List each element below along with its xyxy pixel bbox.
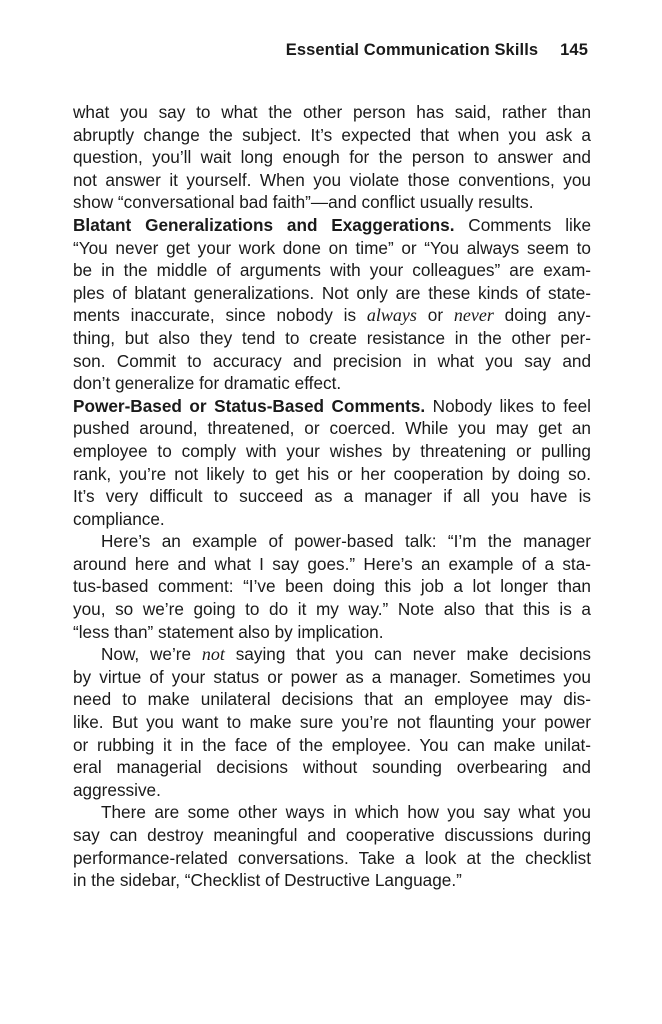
text-line: aggressive. xyxy=(73,779,161,800)
emphasis: always xyxy=(366,305,417,326)
text-line: pushed around, threatened, or coerced. While you may get an xyxy=(73,418,591,439)
paragraph-power-based-comments xyxy=(73,395,591,531)
text-line: be in the middle of arguments with your colleagues” are exam- xyxy=(73,260,591,281)
text-line: There are some other ways in which how you say what you xyxy=(101,802,591,823)
running-head xyxy=(286,41,588,60)
text-line: or rubbing it in the face of the employee. You can make unilat- xyxy=(73,734,591,755)
text-line: what you say to what the other person has said, rather than xyxy=(73,102,591,122)
text-line: you, so we’re going to do it my way.” Note also that this is a xyxy=(73,599,591,620)
emphasis: not xyxy=(201,644,225,665)
text-line: compliance. xyxy=(73,508,165,529)
paragraph-conversational-conventions xyxy=(73,101,591,214)
paragraph-power-example xyxy=(73,530,591,643)
paragraph-blatant-generalizations xyxy=(73,214,591,395)
text-line: not answer it yourself. When you violate those conventions, you xyxy=(73,169,591,190)
text-line: abruptly change the subject. It’s expected that when you ask a xyxy=(73,124,591,145)
paragraph-destructive-language xyxy=(73,801,591,891)
text-line: employee to comply with your wishes by threatening or pulling xyxy=(73,440,591,461)
text-line: Here’s an example of power-based talk: “I’m the manager xyxy=(101,531,591,552)
text-line: rank, you’re not likely to get his or her cooperation by doing so. xyxy=(73,463,591,484)
text-line xyxy=(73,395,591,418)
page-number: 145 xyxy=(560,41,588,59)
text-line: thing, but also they tend to create resistance in the other per- xyxy=(73,327,591,348)
section-heading: Blatant Generalizations and Exaggerations. xyxy=(73,214,455,235)
text-line: show “conversational bad faith”—and conflict usually results. xyxy=(73,192,534,213)
text-line: around here and what I say goes.” Here’s an example of a sta- xyxy=(73,553,591,574)
text-line: by virtue of your status or power as a manager. Sometimes you xyxy=(73,666,591,687)
text-line: say can destroy meaningful and cooperative discussions during xyxy=(73,825,591,845)
section-heading: Power-Based or Status-Based Comments. xyxy=(73,395,426,416)
text-line: “less than” statement also by implication. xyxy=(73,621,384,642)
text-run: or xyxy=(416,305,454,326)
text-line: question, you’ll wait long enough for the person to answer and xyxy=(73,147,591,168)
text-run: Comments like xyxy=(454,214,592,235)
text-run: ments inaccurate, since nobody is xyxy=(73,305,367,326)
text-line: “You never get your work done on time” or “You always seem to xyxy=(73,237,591,258)
text-line: eral managerial decisions without sounding overbearing and xyxy=(73,757,591,778)
running-head-title: Essential Communication Skills xyxy=(285,41,539,59)
text-line: It’s very difficult to succeed as a manager if all you have is xyxy=(73,486,591,507)
emphasis: never xyxy=(453,305,494,326)
text-line: don’t generalize for dramatic effect. xyxy=(73,373,342,394)
body-text xyxy=(73,101,591,892)
text-line xyxy=(73,304,591,327)
text-run: doing any- xyxy=(493,305,591,326)
text-line: like. But you want to make sure you’re not flaunting your power xyxy=(73,712,591,733)
text-line: tus-based comment: “I’ve been doing this job a lot longer than xyxy=(73,576,591,597)
text-line: in the sidebar, “Checklist of Destructive Language.” xyxy=(73,870,462,891)
text-line: performance-related conversations. Take a look at the checklist xyxy=(73,847,591,868)
text-run: Now, we’re xyxy=(101,644,202,665)
text-line xyxy=(73,214,591,237)
text-line: ples of blatant generalizations. Not only are these kinds of state- xyxy=(73,282,591,303)
text-line xyxy=(73,643,591,666)
text-line: need to make unilateral decisions that an employee may dis- xyxy=(73,689,591,710)
text-line: son. Commit to accuracy and precision in what you say and xyxy=(73,350,591,371)
text-run: saying that you can never make decisions xyxy=(224,644,591,665)
paragraph-unilateral-decisions xyxy=(73,643,591,801)
text-run: Nobody likes to feel xyxy=(425,395,591,416)
